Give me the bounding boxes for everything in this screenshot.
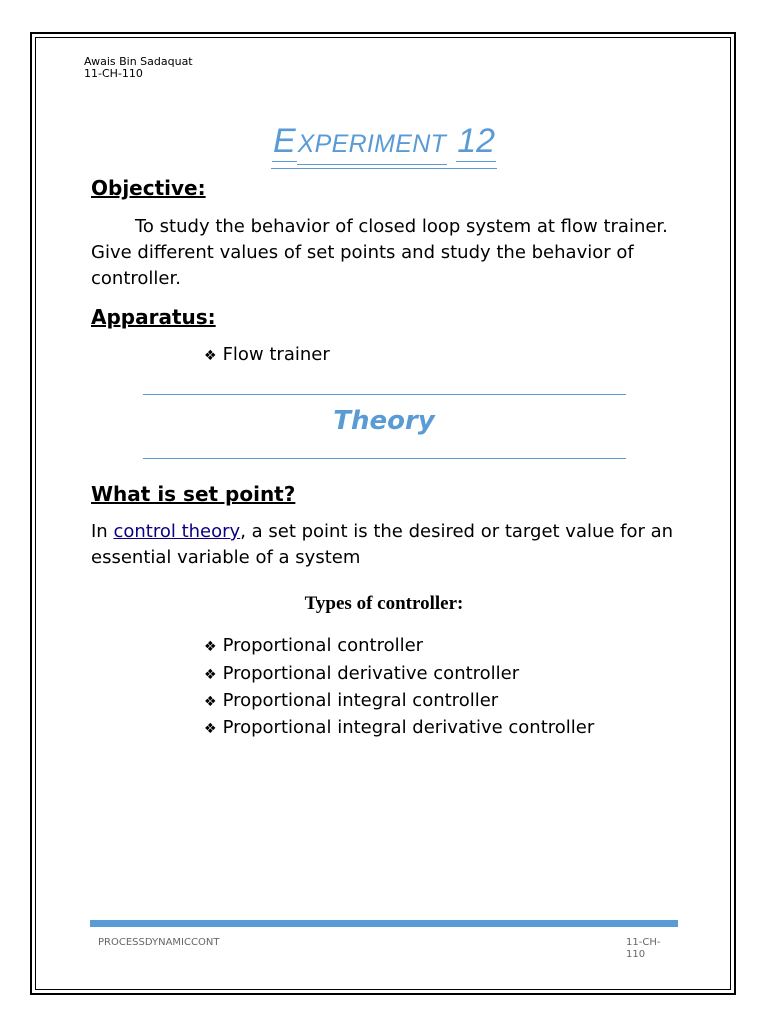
set-point-text-before: In bbox=[91, 521, 114, 542]
set-point-heading: What is set point? bbox=[91, 482, 296, 506]
title-rest: XPERIMENT bbox=[297, 125, 448, 165]
page-header bbox=[84, 56, 193, 80]
list-item bbox=[204, 660, 519, 689]
set-point-text bbox=[91, 519, 681, 571]
list-item bbox=[204, 687, 498, 716]
objective-text bbox=[91, 214, 681, 292]
author-name: Awais Bin Sadaquat bbox=[84, 55, 193, 68]
list-item bbox=[204, 714, 594, 743]
objective-body: To study the behavior of closed loop system at flow trainer. Give different values of set points and study the behavior of controller. bbox=[91, 216, 668, 289]
footer-rule bbox=[90, 920, 678, 927]
footer-course: PROCESSDYNAMICCONT bbox=[98, 937, 220, 948]
title-number: 12 bbox=[457, 122, 496, 160]
controller-type: Proportional derivative controller bbox=[222, 663, 520, 684]
theory-bottom-rule bbox=[143, 458, 626, 459]
experiment-title bbox=[0, 122, 768, 169]
list-item bbox=[204, 632, 423, 661]
controller-type: Proportional integral controller bbox=[222, 690, 499, 711]
title-initial: E bbox=[272, 122, 296, 160]
types-heading: Types of controller: bbox=[304, 593, 464, 614]
experiment-title-text bbox=[271, 122, 497, 169]
bullet-diamond-icon: ❖ bbox=[204, 348, 217, 364]
theory-top-rule bbox=[143, 394, 626, 395]
footer-roll-number: 11-CH-110 bbox=[626, 937, 661, 960]
bullet-diamond-icon: ❖ bbox=[204, 667, 217, 683]
bullet-diamond-icon: ❖ bbox=[204, 721, 217, 737]
set-point-text-after: , a set point is the desired or target value for an essential variable of a system bbox=[91, 521, 674, 568]
controller-type: Proportional integral derivative controller bbox=[222, 717, 595, 738]
bullet-diamond-icon: ❖ bbox=[204, 694, 217, 710]
roll-number: 11-CH-110 bbox=[84, 67, 143, 80]
list-item bbox=[204, 341, 330, 370]
objective-heading: Objective: bbox=[91, 176, 206, 200]
apparatus-item: Flow trainer bbox=[222, 344, 330, 365]
control-theory-link[interactable]: control theory bbox=[113, 521, 241, 542]
bullet-diamond-icon: ❖ bbox=[204, 639, 217, 655]
apparatus-heading: Apparatus: bbox=[91, 305, 216, 329]
controller-type: Proportional controller bbox=[222, 635, 424, 656]
theory-heading: Theory bbox=[333, 406, 435, 436]
